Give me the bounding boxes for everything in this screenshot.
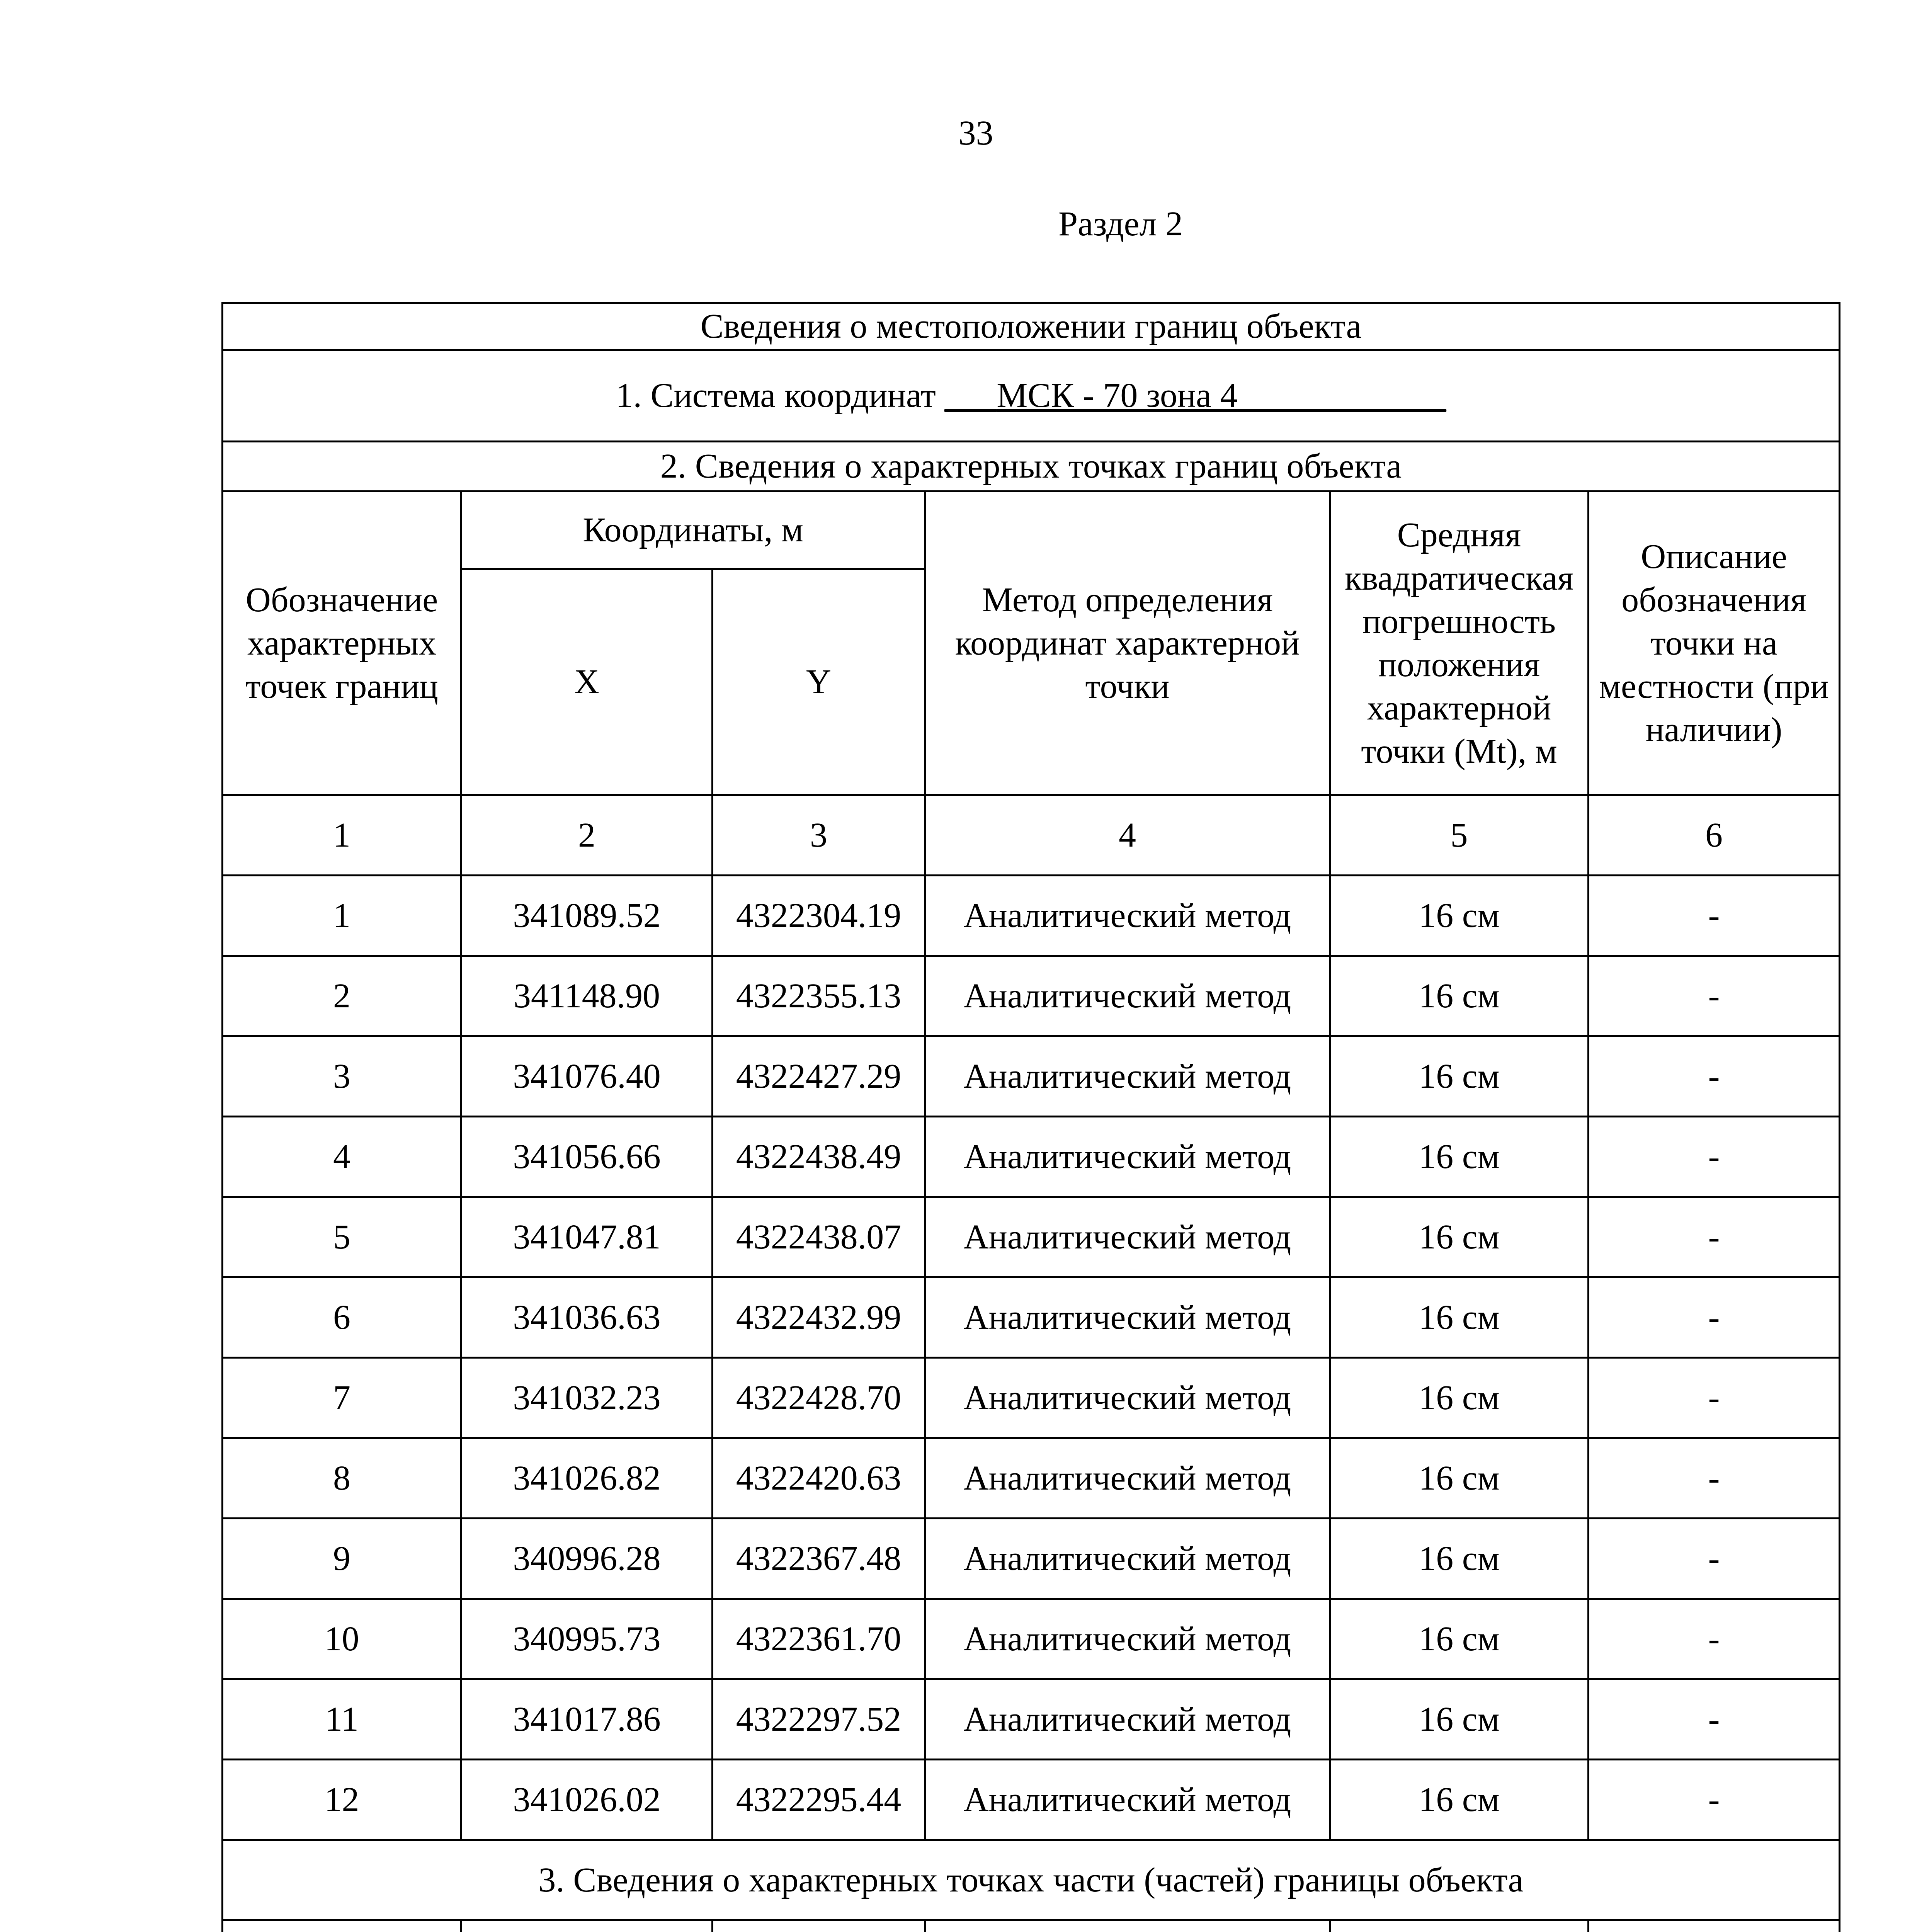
header-coordinates: Координаты, м xyxy=(461,492,925,569)
cell-error: 16 см xyxy=(1330,1438,1589,1519)
table-row xyxy=(223,876,1840,956)
coordinate-system-trail: ____________ xyxy=(1237,376,1446,415)
cell-coord-x: 341056.66 xyxy=(461,1117,713,1197)
cell-coord-y: 4322438.49 xyxy=(713,1117,925,1197)
column-number: 2 xyxy=(461,795,713,876)
cell-coord-y: 4322355.13 xyxy=(713,956,925,1036)
cell-error: 16 см xyxy=(1330,876,1589,956)
cell-method: Аналитический метод xyxy=(925,1277,1330,1358)
cell-description xyxy=(1589,1920,1840,1932)
table-row xyxy=(223,1679,1840,1760)
cell-description: - xyxy=(1589,1277,1840,1358)
cell-coord-x: 341047.81 xyxy=(461,1197,713,1277)
parts-row xyxy=(223,1920,1840,1932)
table-row xyxy=(223,1438,1840,1519)
column-number: 1 xyxy=(223,795,461,876)
cell-description: - xyxy=(1589,876,1840,956)
cell-error: 16 см xyxy=(1330,1358,1589,1438)
table-row xyxy=(223,1358,1840,1438)
cell-point-number: 6 xyxy=(223,1277,461,1358)
cell-point-number: 10 xyxy=(223,1599,461,1679)
cell-coord-x xyxy=(461,1920,713,1932)
cell-description: - xyxy=(1589,1519,1840,1599)
cell-coord-x: 341036.63 xyxy=(461,1277,713,1358)
coordinate-system-value: МСК - 70 зона 4 xyxy=(997,376,1238,415)
column-number: 5 xyxy=(1330,795,1589,876)
cell-coord-x: 341032.23 xyxy=(461,1358,713,1438)
cell-point-number: 9 xyxy=(223,1519,461,1599)
cell-point-number: 7 xyxy=(223,1358,461,1438)
cell-coord-y: 4322420.63 xyxy=(713,1438,925,1519)
cell-coord-y: 4322297.52 xyxy=(713,1679,925,1760)
cell-error: 16 см xyxy=(1330,956,1589,1036)
cell-error: 16 см xyxy=(1330,1197,1589,1277)
cell-coord-y: 4322427.29 xyxy=(713,1036,925,1117)
cell-error: 16 см xyxy=(1330,1277,1589,1358)
coordinate-system-row xyxy=(223,350,1840,442)
cell-error: 16 см xyxy=(1330,1519,1589,1599)
cell-point-number: 8 xyxy=(223,1438,461,1519)
points-title-row xyxy=(223,442,1840,492)
cell-coord-y: 4322295.44 xyxy=(713,1760,925,1840)
cell-coord-x: 340996.28 xyxy=(461,1519,713,1599)
cell-error: 16 см xyxy=(1330,1760,1589,1840)
table-row xyxy=(223,956,1840,1036)
cell-coord-x: 341026.82 xyxy=(461,1438,713,1519)
cell-method: Аналитический метод xyxy=(925,876,1330,956)
cell-coord-x: 340995.73 xyxy=(461,1599,713,1679)
column-number: 3 xyxy=(713,795,925,876)
cell-method: Аналитический метод xyxy=(925,1679,1330,1760)
cell-error: 16 см xyxy=(1330,1599,1589,1679)
cell-coord-y: 4322367.48 xyxy=(713,1519,925,1599)
cell-coord-x: 341017.86 xyxy=(461,1679,713,1760)
cell-method: Аналитический метод xyxy=(925,1117,1330,1197)
table-caption: Сведения о местоположении границ объекта xyxy=(223,303,1840,350)
cell-description: - xyxy=(1589,956,1840,1036)
coordinate-system-lead: ___ xyxy=(944,376,997,415)
page-number: 33 xyxy=(958,114,993,152)
cell-method xyxy=(925,1920,1330,1932)
header-error: Средняя квадратическая погрешность положения характерной точки (Mt), м xyxy=(1330,492,1589,795)
cell-description: - xyxy=(1589,1117,1840,1197)
column-number: 6 xyxy=(1589,795,1840,876)
cell-coord-y: 4322428.70 xyxy=(713,1358,925,1438)
cell-method: Аналитический метод xyxy=(925,1036,1330,1117)
parts-title-row xyxy=(223,1840,1840,1920)
section-label: Раздел 2 xyxy=(1058,205,1183,243)
header-y: Y xyxy=(713,569,925,795)
table-row xyxy=(223,1599,1840,1679)
cell-description: - xyxy=(1589,1760,1840,1840)
header-x: X xyxy=(461,569,713,795)
cell-method: Аналитический метод xyxy=(925,1197,1330,1277)
cell-error xyxy=(1330,1920,1589,1932)
cell-point-number: 5 xyxy=(223,1197,461,1277)
parts-title: 3. Сведения о характерных точках части (частей) границы объекта xyxy=(223,1840,1840,1920)
cell-method: Аналитический метод xyxy=(925,1599,1330,1679)
cell-coord-x: 341026.02 xyxy=(461,1760,713,1840)
table-row xyxy=(223,1519,1840,1599)
table-row xyxy=(223,1036,1840,1117)
cell-error: 16 см xyxy=(1330,1117,1589,1197)
cell-description: - xyxy=(1589,1438,1840,1519)
table-row xyxy=(223,1277,1840,1358)
table-row xyxy=(223,1197,1840,1277)
column-number: 4 xyxy=(925,795,1330,876)
header-method: Метод определения координат характерной точки xyxy=(925,492,1330,795)
cell-point-number: 4 xyxy=(223,1117,461,1197)
cell-coord-y: 4322361.70 xyxy=(713,1599,925,1679)
cell-description: - xyxy=(1589,1036,1840,1117)
cell-coord-x: 341076.40 xyxy=(461,1036,713,1117)
coordinate-system-cell xyxy=(223,350,1840,442)
cell-error: 16 см xyxy=(1330,1036,1589,1117)
cell-error: 16 см xyxy=(1330,1679,1589,1760)
cell-method: Аналитический метод xyxy=(925,1438,1330,1519)
cell-method: Аналитический метод xyxy=(925,956,1330,1036)
cell-method: Аналитический метод xyxy=(925,1358,1330,1438)
cell-description: - xyxy=(1589,1358,1840,1438)
coordinate-system-label: 1. Система координат xyxy=(616,376,936,415)
cell-description: - xyxy=(1589,1679,1840,1760)
header-designation: Обозначение характерных точек границ xyxy=(223,492,461,795)
header-description: Описание обозначения точки на местности (при наличии) xyxy=(1589,492,1840,795)
cell-coord-y xyxy=(713,1920,925,1932)
cell-point-number: 3 xyxy=(223,1036,461,1117)
cell-method: Аналитический метод xyxy=(925,1519,1330,1599)
cell-description: - xyxy=(1589,1197,1840,1277)
header-row-top xyxy=(223,492,1840,569)
table-row xyxy=(223,1760,1840,1840)
column-number-row xyxy=(223,795,1840,876)
cell-point-number: 1 xyxy=(223,876,461,956)
cell-coord-x: 341089.52 xyxy=(461,876,713,956)
cell-method: Аналитический метод xyxy=(925,1760,1330,1840)
caption-row xyxy=(223,303,1840,350)
boundary-table xyxy=(221,302,1840,1932)
cell-point-number: 12 xyxy=(223,1760,461,1840)
cell-point-number: 2 xyxy=(223,956,461,1036)
cell-coord-y: 4322304.19 xyxy=(713,876,925,956)
cell-description: - xyxy=(1589,1599,1840,1679)
cell-coord-x: 341148.90 xyxy=(461,956,713,1036)
cell-coord-y: 4322438.07 xyxy=(713,1197,925,1277)
cell-point-number: 11 xyxy=(223,1679,461,1760)
table-row xyxy=(223,1117,1840,1197)
cell-coord-y: 4322432.99 xyxy=(713,1277,925,1358)
points-title: 2. Сведения о характерных точках границ объекта xyxy=(223,442,1840,492)
cell-point-number xyxy=(223,1920,461,1932)
